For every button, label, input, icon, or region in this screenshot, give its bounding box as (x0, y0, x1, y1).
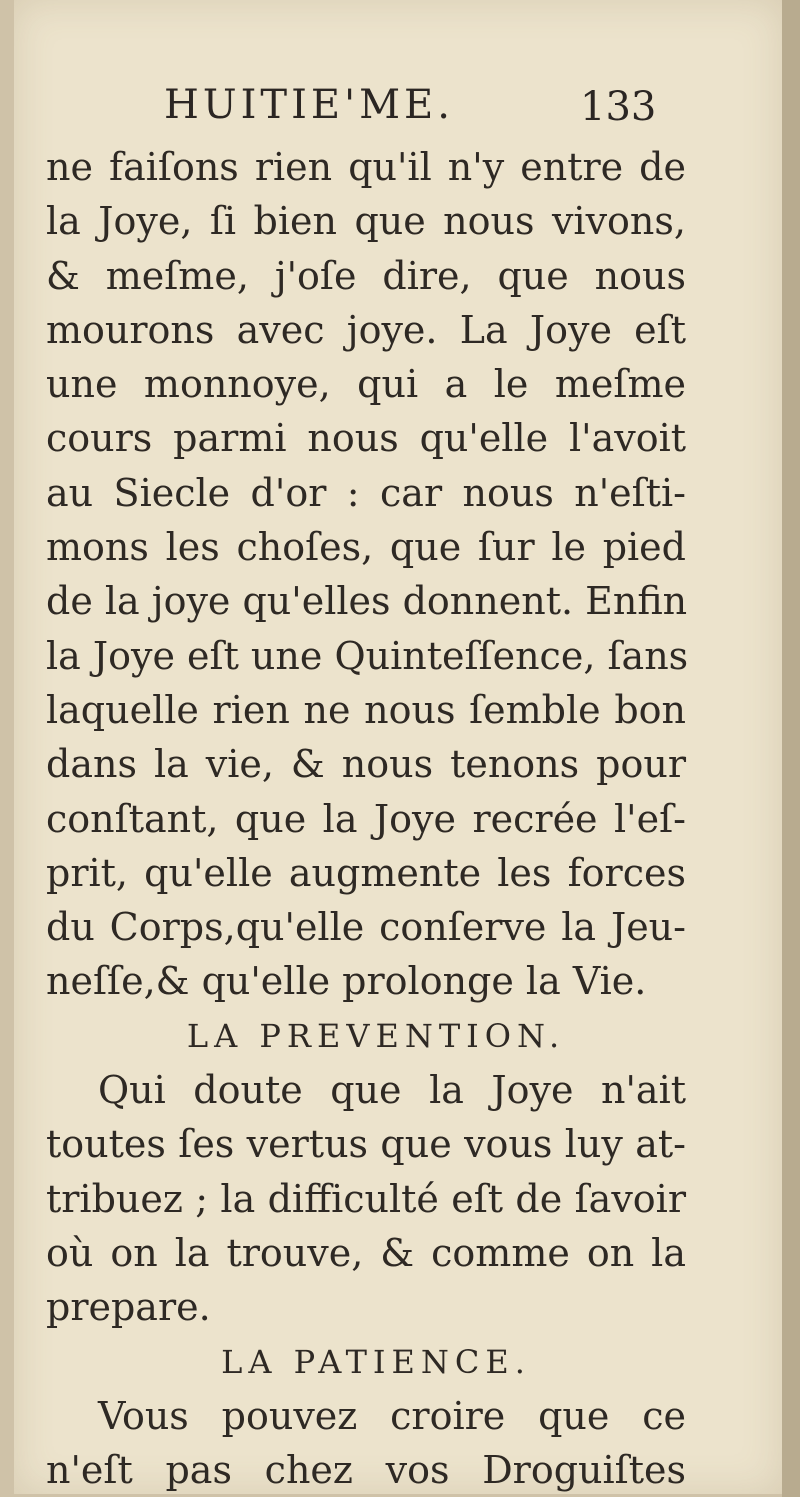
text-line: Qui doute que la Joye n'ait (98, 1068, 686, 1113)
text-line: mons les choſes, que ſur le pied (46, 525, 686, 570)
text-line: & meſme, j'oſe dire, que nous (46, 253, 686, 298)
text-line: la Joye, ſi bien que nous vivons, (46, 199, 686, 244)
text-line: n'eſt pas chez vos Droguiſtes (46, 1448, 686, 1493)
speaker-heading: LA PREVENTION. (186, 1016, 566, 1055)
text-line: prit, qu'elle augmente les forces (46, 850, 686, 895)
page-header (0, 82, 800, 142)
speaker-heading: LA PATIENCE. (221, 1342, 531, 1381)
text-line: où on la trouve, & comme on la (46, 1230, 686, 1275)
text-line: la Joye eſt une Quinteſſence, ſans (46, 633, 689, 678)
text-line: laquelle rien ne nous ſemble bon (46, 687, 686, 732)
text-line: une monnoye, qui a le meſme (46, 362, 686, 407)
text-line: ne faiſons rien qu'il n'y entre de (46, 145, 686, 189)
page-number: 133 (580, 84, 657, 130)
text-line: dans la vie, & nous tenons pour (46, 742, 686, 787)
text-line: conſtant, que la Joye recrée l'eſ- (46, 796, 686, 841)
text-line: neſſe,& qu'elle prolonge la Vie. (46, 959, 647, 1004)
running-head: HUITIE'ME. (164, 82, 454, 128)
text-line: mourons avec joye. La Joye eſt (46, 307, 686, 352)
text-line: au Siecle d'or : car nous n'eſti- (46, 470, 686, 515)
text-line: toutes ſes vertus que vous luy at- (46, 1122, 686, 1167)
text-line: prepare. (46, 1285, 211, 1330)
text-line: Vous pouvez croire que ce (98, 1393, 686, 1438)
page-edge (782, 0, 800, 1497)
text-line: du Corps,qu'elle conſerve la Jeu- (46, 905, 686, 950)
page-body (46, 140, 689, 1497)
text-line: tribuez ; la difficulté eſt de ſavoir (46, 1176, 686, 1221)
text-line: de la joye qu'elles donnent. Enfin (46, 579, 688, 624)
text-line: cours parmi nous qu'elle l'avoit (46, 416, 686, 461)
